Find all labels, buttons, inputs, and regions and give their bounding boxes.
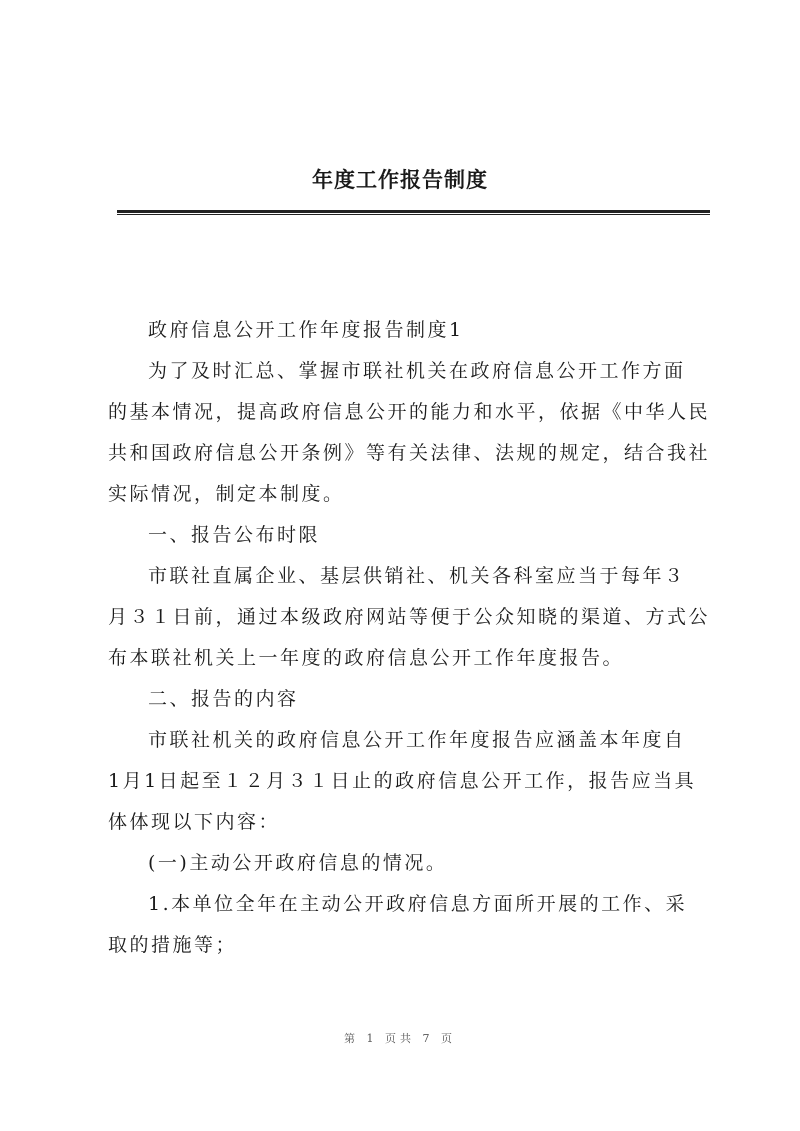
title-underline-thin — [117, 214, 710, 215]
paragraph-line: 的基本情况，提高政府信息公开的能力和水平，依据《中华人民 — [108, 401, 711, 423]
page-title: 年度工作报告制度 — [312, 168, 488, 192]
subheading-line: 二、报告的内容 — [148, 688, 299, 710]
subheading-line: 一、报告公布时限 — [148, 524, 321, 546]
paragraph-line: 1月1日起至１２月３１日止的政府信息公开工作，报告应当具 — [108, 770, 697, 792]
subheading-line: (一)主动公开政府信息的情况。 — [148, 852, 448, 874]
title-underline — [117, 210, 710, 213]
paragraph-line: 1.本单位全年在主动公开政府信息方面所开展的工作、采 — [148, 893, 688, 915]
page-footer: 第 1 页共 7 页 — [344, 1032, 456, 1045]
paragraph-line: 月３１日前，通过本级政府网站等便于公众知晓的渠道、方式公 — [108, 606, 711, 628]
paragraph-line: 市联社机关的政府信息公开工作年度报告应涵盖本年度自 — [148, 729, 686, 751]
section-heading: 政府信息公开工作年度报告制度1 — [148, 319, 464, 341]
paragraph-line: 共和国政府信息公开条例》等有关法律、法规的规定，结合我社 — [108, 442, 711, 464]
paragraph-line: 为了及时汇总、掌握市联社机关在政府信息公开工作方面 — [148, 360, 686, 382]
paragraph-line: 市联社直属企业、基层供销社、机关各科室应当于每年３ — [148, 565, 686, 587]
paragraph-line: 实际情况，制定本制度。 — [108, 483, 345, 505]
paragraph-line: 取的措施等； — [108, 934, 238, 956]
paragraph-line: 布本联社机关上一年度的政府信息公开工作年度报告。 — [108, 647, 625, 669]
paragraph-line: 体体现以下内容： — [108, 811, 281, 833]
